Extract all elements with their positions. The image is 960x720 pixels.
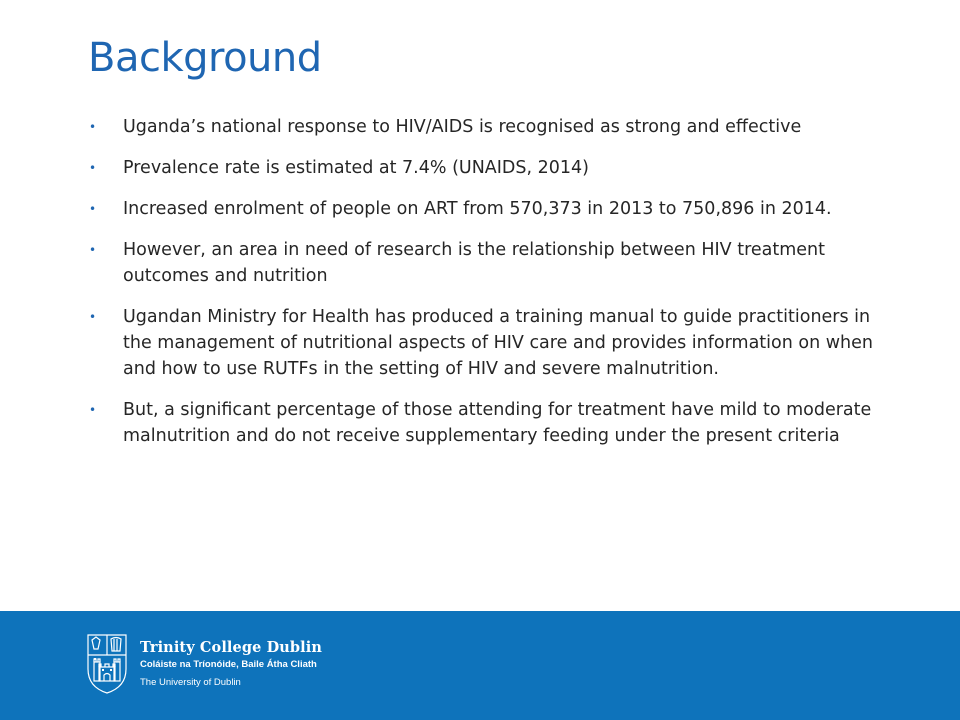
bullet-dot-icon: • (89, 403, 97, 417)
bullet-dot-icon: • (89, 310, 97, 324)
institution-text (140, 639, 322, 690)
institution-name: Trinity College Dublin (140, 638, 322, 656)
bullet-item (86, 114, 876, 140)
bullet-dot-icon: • (89, 243, 97, 257)
bullet-item (86, 397, 876, 449)
institution-irish-name: Coláiste na Tríonóide, Baile Átha Cliath (140, 658, 317, 670)
footer-banner (0, 611, 960, 720)
bullet-item (86, 304, 876, 382)
bullet-text: Increased enrolment of people on ART from 570,373 in 2013 to 750,896 in 2014. (123, 199, 832, 219)
institution-subtitle: The University of Dublin (140, 676, 241, 688)
bullet-text: However, an area in need of research is the relationship between HIV treatment outcomes and nutrition (123, 240, 825, 286)
bullet-text: But, a significant percentage of those attending for treatment have mild to moderate malnutrition and do not receive supplementary feeding under the present criteria (123, 400, 872, 446)
bullet-item (86, 196, 876, 222)
bullet-text: Ugandan Ministry for Health has produced a training manual to guide practitioners in the management of nutritional aspects of HIV care and provides information on when and how to use RUTFs in the setting of HIV and severe malnutrition. (123, 307, 873, 379)
bullet-list (86, 114, 876, 464)
bullet-dot-icon: • (89, 202, 97, 216)
bullet-dot-icon: • (89, 161, 97, 175)
bullet-item (86, 237, 876, 289)
institution-logo (86, 633, 322, 695)
bullet-item (86, 155, 876, 181)
bullet-dot-icon: • (89, 120, 97, 134)
slide-title: Background (88, 35, 322, 81)
bullet-text: Uganda’s national response to HIV/AIDS is recognised as strong and effective (123, 117, 802, 137)
bullet-text: Prevalence rate is estimated at 7.4% (UNAIDS, 2014) (123, 158, 590, 178)
trinity-college-crest-icon (86, 633, 128, 695)
